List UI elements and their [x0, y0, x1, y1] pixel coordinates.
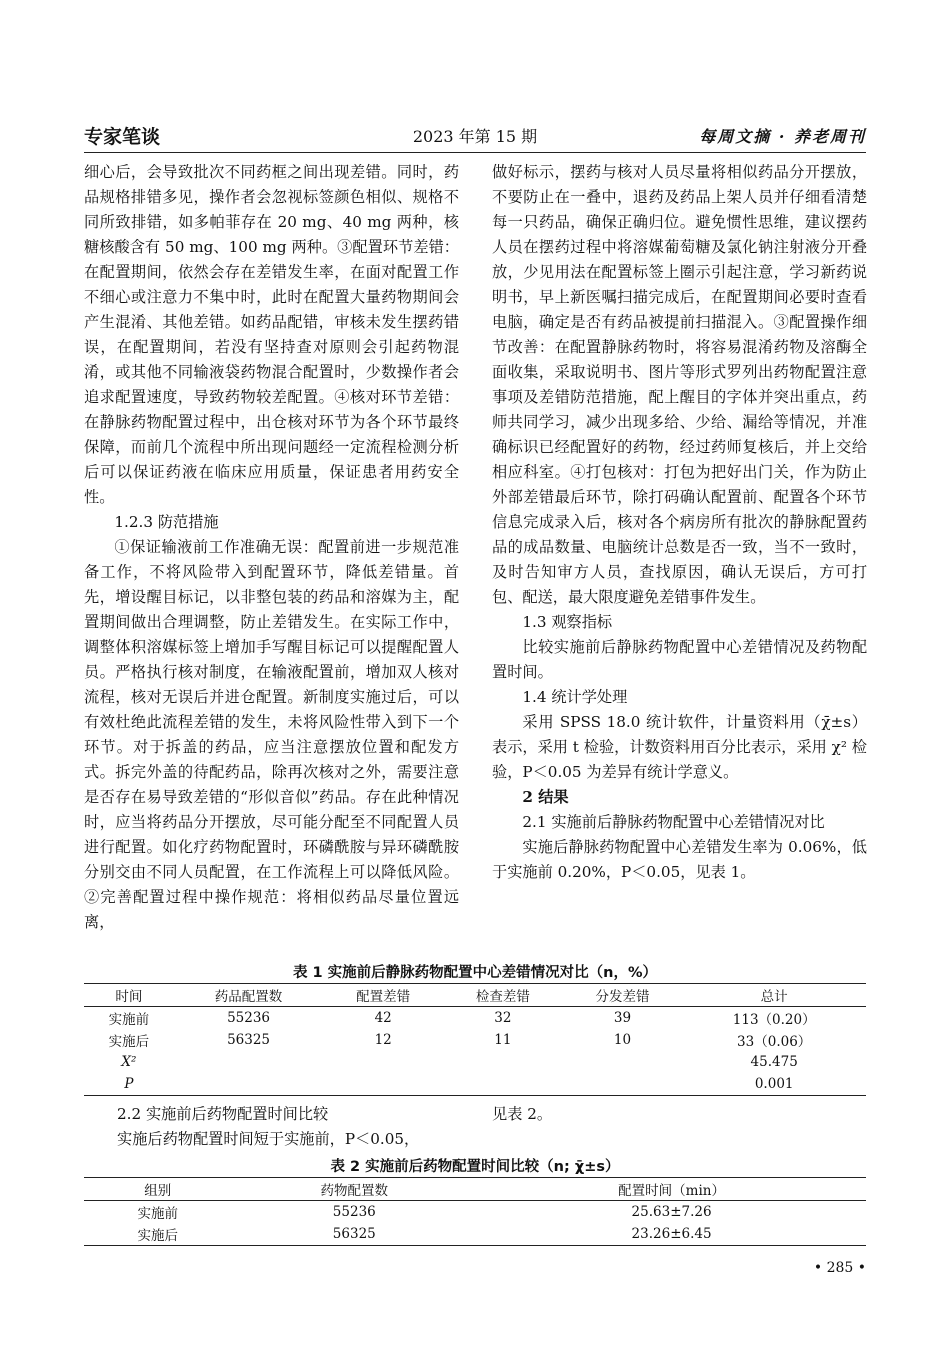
- table1: [84, 983, 866, 1096]
- paragraph: 见表 2。: [492, 1105, 553, 1123]
- subsection-heading: 1.3 观察指标: [522, 613, 613, 631]
- column-header: 药品配置数: [174, 984, 324, 1007]
- table-cell: [174, 1073, 324, 1096]
- table-cell: 11: [494, 1032, 512, 1048]
- table-cell: 23.26±6.45: [477, 1223, 866, 1246]
- table-cell: 12: [374, 1032, 392, 1048]
- column-header: 药物配置数: [231, 1178, 477, 1201]
- table-cell: 0.001: [682, 1073, 866, 1096]
- column-header: 组别: [84, 1178, 231, 1201]
- table-cell: [443, 1073, 563, 1096]
- table-cell: 45.475: [750, 1054, 798, 1070]
- table-cell: X²: [121, 1054, 137, 1070]
- section-label: 专家笔谈: [84, 126, 161, 148]
- page-header: [84, 122, 866, 150]
- table-row: [84, 1007, 866, 1030]
- table-cell: [174, 1051, 324, 1073]
- column-header: 配置差错: [323, 984, 443, 1007]
- paragraph: 实施后静脉药物配置中心差错发生率为 0.06%，低于实施前 0.20%，P＜0.05，见表 1。: [492, 838, 867, 881]
- table-cell: P: [84, 1073, 174, 1096]
- left-column: [84, 160, 459, 935]
- table-cell: 55236: [227, 1010, 271, 1026]
- table-cell: 39: [613, 1010, 632, 1026]
- column-header: 配置时间（min）: [477, 1178, 866, 1201]
- table-cell: 实施后: [108, 1034, 150, 1050]
- subsection-heading: 1.2.3 防范措施: [114, 513, 219, 531]
- subsection-heading: 2.1 实施前后静脉药物配置中心差错情况对比: [522, 813, 825, 831]
- column-header: 总计: [682, 984, 866, 1007]
- column-header: 时间: [84, 984, 174, 1007]
- column-header: 分发差错: [563, 984, 683, 1007]
- table-cell: [443, 1051, 563, 1073]
- table-row: [84, 1201, 866, 1224]
- table1-title: 表 1 实施前后静脉药物配置中心差错情况对比（n，%）: [292, 965, 658, 981]
- journal-name: 每周文摘 · 养老周刊: [699, 127, 866, 146]
- paragraph: 比较实施前后静脉药物配置中心差错情况及药物配置时间。: [492, 638, 867, 681]
- table-cell: 32: [494, 1010, 512, 1026]
- paragraph: 实施后药物配置时间短于实施前，P＜0.05，: [117, 1130, 420, 1148]
- table-cell: 实施后: [84, 1223, 231, 1246]
- table-row: [84, 1051, 866, 1073]
- column-header: 检查差错: [443, 984, 563, 1007]
- table-cell: [323, 1051, 443, 1073]
- table-cell: 113（0.20）: [732, 1012, 816, 1028]
- paragraph: 做好标示，摆药与核对人员尽量将相似药品分开摆放，不要防止在一叠中，退药及药品上架人员并仔细看清楚每一只药品，确保正确归位。避免惯性思维，建议摆药人员在摆药过程中将溶媒葡萄糖及氯化钠注射液分开叠放，少见用法在配置标签上圈示引起注意，学习新药说明书，早上新医嘱扫描完成后，在配置期间必要时查看电脑，确定是否有药品被提前扫描混入。③配置操作细节改善：在配置静脉药物时，将容易混淆药物及溶酶全面收集，采取说明书、图片等形式罗列出药物配置注意事项及差错防范措施，配上醒目的字体并突出重点，药师共同学习，减少出现多给、少给、漏给等情况，并准确标识已经配置好的药物，经过药师复核后，并上交给相应科室。④打包核对：打包为把好出门关，作为防止外部差错最后环节，除打码确认配置前、配置各个环节信息完成录入后，核对各个病房所有批次的静脉配置药品的成品数量、电脑统计总数是否一致，当不一致时，及时告知审方人员，查找原因，确认无误后，方可打包、配送，最大限度避免差错事件发生。: [492, 163, 867, 606]
- table-cell: 25.63±7.26: [631, 1204, 712, 1220]
- table-cell: 10: [613, 1032, 632, 1048]
- subsection-heading: 2.2 实施前后药物配置时间比较: [117, 1105, 329, 1123]
- right-column: [492, 160, 867, 885]
- table-cell: [323, 1073, 443, 1096]
- header-rule: [84, 152, 866, 153]
- table-cell: [563, 1073, 683, 1096]
- paragraph: ①保证输液前工作准确无误：配置前进一步规范准备工作，不将风险带入到配置环节，降低差错量。首先，增设醒目标记，以非整包装的药品和溶媒为主，配置期间做出合理调整，防止差错发生。在实际工作中，调整体积溶媒标签上增加手写醒目标记可以提醒配置人员。严格执行核对制度，在输液配置前，增加双人核对流程，核对无误后并进仓配置。新制度实施过后，可以有效杜绝此流程差错的发生，未将风险性带入到下一个环节。对于拆盖的药品，应当注意摆放位置和配发方式。拆完外盖的待配药品，除再次核对之外，需要注意是否存在易导致差错的“形似音似”药品。存在此种情况时，应当将药品分开摆放，尽可能分配至不同配置人员进行配置。如化疗药物配置时，环磷酰胺与异环磷酰胺分别交由不同人员配置，在工作流程上可以降低风险。②完善配置过程中操作规范：将相似药品尽量位置远离，: [84, 538, 459, 931]
- paragraph: 采用 SPSS 18.0 统计软件，计量资料用（χ̄±s）表示，采用 t 检验，计数资料用百分比表示，采用 χ² 检验，P＜0.05 为差异有统计学意义。: [492, 713, 867, 781]
- page-number: • 285 •: [813, 1260, 866, 1276]
- table-cell: 实施前: [108, 1012, 150, 1028]
- table-cell: 实施前: [137, 1206, 178, 1222]
- table-cell: 42: [374, 1010, 392, 1026]
- section-heading: 2 结果: [522, 788, 569, 806]
- paragraph: 细心后，会导致批次不同药框之间出现差错。同时，药品规格排错多见，操作者会忽视标签颜色相似、规格不同所致排错，如多帕菲存在 20 mg、40 mg 两种，核糖核酸含有 50 mg、100 mg 两种。③配置环节差错：在配置期间，依然会存在差错发生率，在面对配置工作不细心或注意力不集中时，此时在配置大量药物期间会产生混淆、其他差错。如药品配错，审核未发生摆药错误，在配置期间，若没有坚持查对原则会引起药物混淆，或其他不同输液袋药物混合配置时，少数操作者会追求配置速度，导致药物较差配置。④核对环节差错：在静脉药物配置过程中，出仓核对环节为各个环节最终保障，而前几个流程中所出现问题经一定流程检测分析后可以保证药液在临床应用质量，保证患者用药安全性。: [84, 163, 459, 506]
- table-cell: 55236: [332, 1204, 376, 1220]
- table-cell: 56325: [231, 1223, 477, 1246]
- table-row: [84, 1029, 866, 1051]
- table-cell: 33（0.06）: [737, 1034, 812, 1050]
- subsection-heading: 1.4 统计学处理: [522, 688, 628, 706]
- table2: [84, 1177, 866, 1246]
- table-row: [84, 1073, 866, 1096]
- table-row: [84, 1223, 866, 1246]
- table-header-row: [84, 984, 866, 1007]
- table-header-row: [84, 1178, 866, 1201]
- table2-title: 表 2 实施前后药物配置时间比较（n; χ̄±s）: [330, 1159, 620, 1175]
- table-cell: [563, 1051, 683, 1073]
- issue-label: 2023 年第 15 期: [412, 127, 538, 146]
- table-cell: 56325: [227, 1032, 271, 1048]
